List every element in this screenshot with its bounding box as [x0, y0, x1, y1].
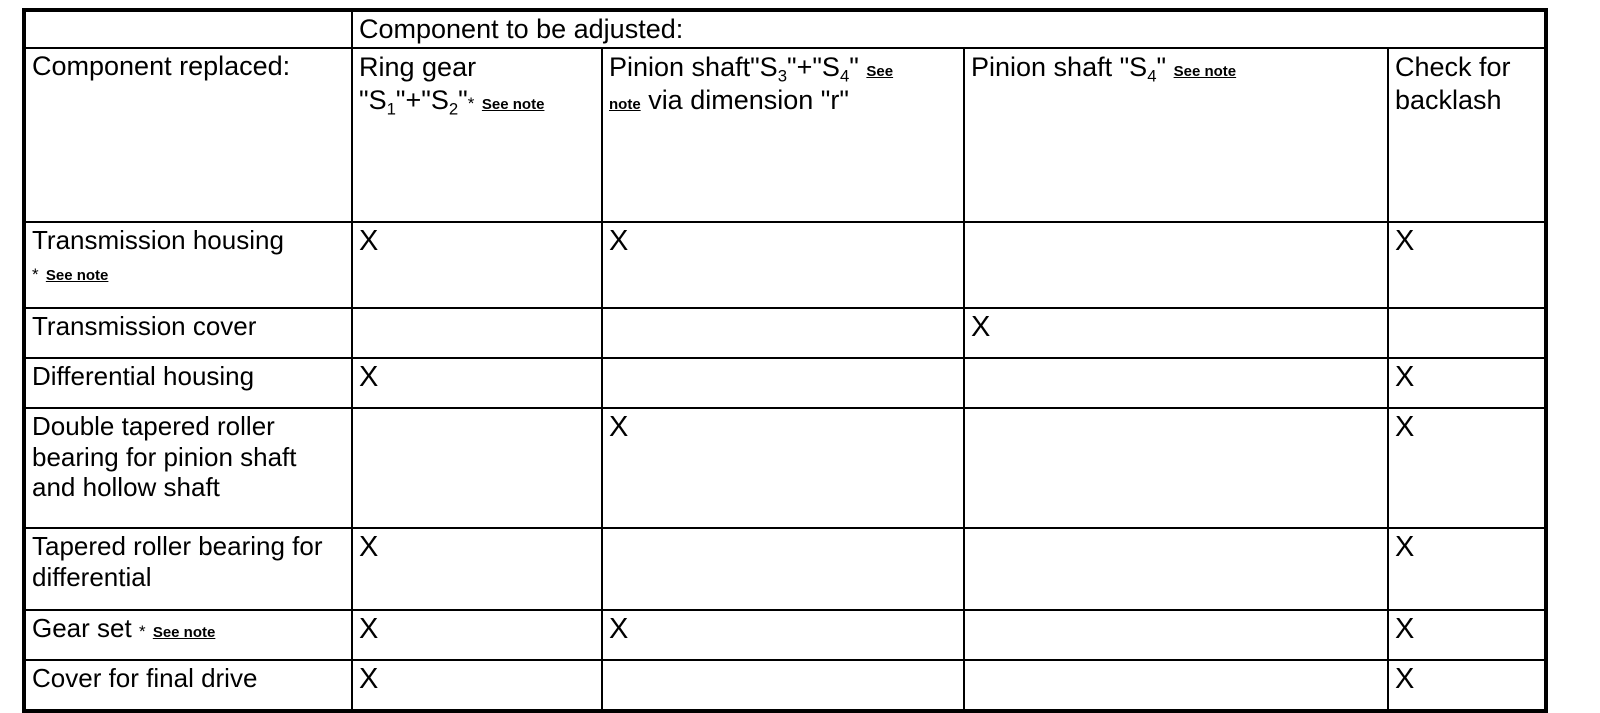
cell-cover-final-drive-pinion-s3-s4 [602, 660, 964, 711]
ring-gear-see-note: See note [481, 95, 545, 113]
cell-gear-set-ring-gear: X [352, 610, 602, 660]
table-row [24, 308, 1546, 358]
header-col-check-backlash-line1: Check for [1395, 52, 1511, 82]
table-header-columns-row [24, 48, 1546, 222]
row-see-note: See note [45, 266, 109, 284]
row-label-text: Transmission housing [32, 225, 284, 255]
row-label-cover-for-final-drive: Cover for final drive [24, 660, 352, 711]
ring-gear-sub1: 1 [386, 99, 396, 119]
pinion-s3s4-mid: "+"S [787, 52, 840, 82]
row-label-text: Gear set [32, 613, 132, 643]
ring-gear-s-open: "S [359, 84, 387, 115]
row-star: * [138, 622, 146, 641]
row-star: * [32, 264, 39, 284]
cell-differential-housing-pinion-s4 [964, 358, 1388, 408]
cell-transmission-housing-ring-gear: X [352, 222, 602, 308]
cell-differential-housing-backlash: X [1388, 358, 1546, 408]
row-label-tapered-roller-bearing-differential: Tapered roller bearing for differential [24, 528, 352, 610]
table-row [24, 358, 1546, 408]
pinion-s4-pre: Pinion shaft "S [971, 52, 1148, 82]
pinion-s4-see-note: See note [1173, 63, 1237, 80]
cell-transmission-housing-pinion-s4 [964, 222, 1388, 308]
pinion-s3s4-sub1: 3 [777, 66, 787, 86]
header-col-ring-gear-line1: Ring gear [359, 52, 477, 82]
header-col-pinion-shaft-s3-s4 [602, 48, 964, 222]
header-col-pinion-s3s4-line2 [609, 84, 959, 117]
pinion-s3s4-see: See [866, 63, 894, 80]
row-label-gear-set [24, 610, 352, 660]
table-header-top-row [24, 10, 1546, 48]
cell-cover-final-drive-backlash: X [1388, 660, 1546, 711]
row-label-transmission-housing [24, 222, 352, 308]
cell-transmission-cover-backlash [1388, 308, 1546, 358]
cell-double-bearing-ring-gear [352, 408, 602, 528]
row-label-transmission-cover: Transmission cover [24, 308, 352, 358]
cell-differential-housing-ring-gear: X [352, 358, 602, 408]
pinion-s3s4-pre: Pinion shaft"S [609, 52, 778, 82]
cell-transmission-cover-pinion-s3-s4 [602, 308, 964, 358]
cell-tapered-bearing-ring-gear: X [352, 528, 602, 610]
row-see-note: See note [152, 624, 216, 641]
pinion-s4-sub1: 4 [1147, 66, 1157, 86]
cell-cover-final-drive-pinion-s4 [964, 660, 1388, 711]
cell-tapered-bearing-pinion-s4 [964, 528, 1388, 610]
ring-gear-mid: "+"S [395, 84, 449, 115]
cell-differential-housing-pinion-s3-s4 [602, 358, 964, 408]
ring-gear-sub2: 2 [448, 99, 459, 119]
table-row [24, 528, 1546, 610]
header-col-pinion-s3s4-line1 [609, 51, 959, 84]
header-col-pinion-s4-line1 [971, 51, 1383, 84]
header-col-ring-gear-line2 [359, 84, 597, 117]
table-row [24, 222, 1546, 308]
header-corner-blank [24, 10, 352, 48]
cell-cover-final-drive-ring-gear: X [352, 660, 602, 711]
pinion-s4-post: " [1156, 52, 1167, 82]
cell-transmission-housing-backlash: X [1388, 222, 1546, 308]
table-row [24, 408, 1546, 528]
cell-transmission-housing-pinion-s3-s4: X [602, 222, 964, 308]
header-col-check-backlash [1388, 48, 1546, 222]
ring-gear-close: " [458, 84, 468, 115]
pinion-s3s4-sub2: 4 [839, 66, 850, 86]
adjustment-table [22, 8, 1548, 713]
cell-transmission-cover-pinion-s4: X [964, 308, 1388, 358]
header-col-pinion-shaft-s4 [964, 48, 1388, 222]
header-component-to-be-adjusted: Component to be adjusted: [352, 10, 1546, 48]
cell-gear-set-backlash: X [1388, 610, 1546, 660]
pinion-s3s4-dimension: via dimension "r" [648, 84, 849, 115]
cell-gear-set-pinion-s4 [964, 610, 1388, 660]
adjustment-table-container [22, 8, 1544, 713]
table-row [24, 660, 1546, 711]
cell-tapered-bearing-backlash: X [1388, 528, 1546, 610]
row-label-differential-housing: Differential housing [24, 358, 352, 408]
cell-transmission-cover-ring-gear [352, 308, 602, 358]
ring-gear-star: * [467, 93, 475, 113]
header-col-check-backlash-line2: backlash [1395, 84, 1502, 115]
cell-double-bearing-pinion-s3-s4: X [602, 408, 964, 528]
cell-tapered-bearing-pinion-s3-s4 [602, 528, 964, 610]
pinion-s3s4-note: note [609, 95, 641, 113]
cell-double-bearing-backlash: X [1388, 408, 1546, 528]
row-label-double-tapered-roller-bearing: Double tapered roller bearing for pinion shaft and hollow shaft [24, 408, 352, 528]
table-row [24, 610, 1546, 660]
cell-double-bearing-pinion-s4 [964, 408, 1388, 528]
header-component-replaced: Component replaced: [24, 48, 352, 222]
header-col-ring-gear [352, 48, 602, 222]
cell-gear-set-pinion-s3-s4: X [602, 610, 964, 660]
row-note-transmission-housing [32, 256, 347, 287]
pinion-s3s4-post: " [849, 52, 859, 82]
